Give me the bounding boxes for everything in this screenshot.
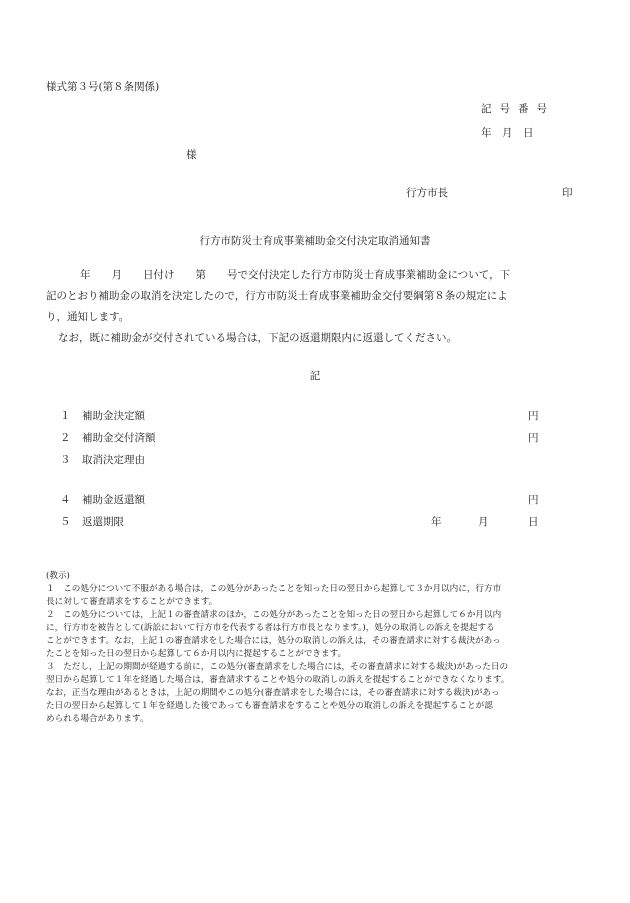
notice-line: ことができます。なお，上記１の審査請求をした場合には，処分の取消しの訴えは，その審査請求に対する裁決があっ [46, 636, 501, 646]
item-label-decided-amount: 補助金決定額 [82, 410, 145, 422]
body-line: り，通知します。 [46, 311, 130, 323]
notice-line: 翌日から起算して１年を経過した場合は，審査請求することや処分の取消しの訴えを提起することができなくなります。 [46, 675, 510, 685]
notice-line: ２ この処分については，上記１の審査請求のほか，この処分があったことを知った日の翌日から起算して６か月以内 [46, 610, 502, 620]
body-line: 記のとおり補助金の取消を決定したので，行方市防災士育成事業補助金交付要綱第８条の規定によ [46, 290, 508, 302]
deadline-year-unit: 年 [431, 516, 442, 528]
item-label-cancellation-reason: 取消決定理由 [82, 454, 145, 466]
item-number: ３ [60, 454, 71, 466]
legal-notice [46, 570, 580, 726]
item-unit-yen: 円 [528, 494, 539, 506]
seal-mark: 印 [562, 187, 573, 199]
document-date-label: 年 月 日 [481, 127, 534, 139]
item-number: ２ [60, 432, 71, 444]
notice-line: １ この処分について不服がある場合は，この処分があったことを知った日の翌日から起算して３か月以内に，行方市 [46, 584, 502, 594]
item-number: ４ [60, 494, 71, 506]
recipient-honorific: 様 [186, 149, 197, 161]
item-label-paid-amount: 補助金交付済額 [82, 432, 156, 444]
ki-heading: 記 [309, 370, 321, 382]
notice-line: められる場合があります。 [46, 714, 149, 724]
item-label-refund-deadline: 返還期限 [82, 516, 124, 528]
notice-line: ３ ただし，上記の期間が経過する前に，この処分(審査請求をした場合には，その審査請求に対する裁決)があった日の [46, 662, 509, 672]
notice-line: たことを知った日の翌日から起算して６か月以内に提起することができます。 [46, 649, 347, 659]
notice-heading: (教示) [46, 571, 70, 581]
document-title: 行方市防災士育成事業補助金交付決定取消通知書 [199, 235, 431, 247]
deadline-day-unit: 日 [528, 516, 539, 528]
notice-line: 長に対して審査請求をすることができます。 [46, 597, 218, 607]
item-unit-yen: 円 [528, 432, 539, 444]
notice-line: た日の翌日から起算して１年を経過した後であっても審査請求をすることや処分の取消しの訴えを提起することが認 [46, 701, 493, 711]
item-label-refund-amount: 補助金返還額 [82, 494, 145, 506]
body-line: なお，既に補助金が交付されている場合は，下記の返還期限内に返還してください。 [58, 332, 457, 344]
body-paragraph [46, 265, 576, 349]
item-number: １ [60, 410, 71, 422]
notice-line: に，行方市を被告として(訴訟において行方市を代表する者は行方市長となります。)，処分の取消しの訴えを提起する [46, 623, 495, 633]
deadline-month-unit: 月 [478, 516, 489, 528]
body-line: 年 月 日付け 第 号で交付決定した行方市防災士育成事業補助金について，下 [80, 269, 511, 281]
item-number: ５ [60, 516, 71, 528]
notice-line: なお，正当な理由があるときは，上記の期間やこの処分(審査請求をした場合には，その審査請求に対する裁決)があっ [46, 688, 500, 698]
issuer-title: 行方市長 [406, 187, 448, 199]
form-number: 様式第３号(第８条関係) [46, 81, 160, 93]
item-unit-yen: 円 [528, 410, 539, 422]
document-number-label: 記号番号 [481, 103, 555, 115]
